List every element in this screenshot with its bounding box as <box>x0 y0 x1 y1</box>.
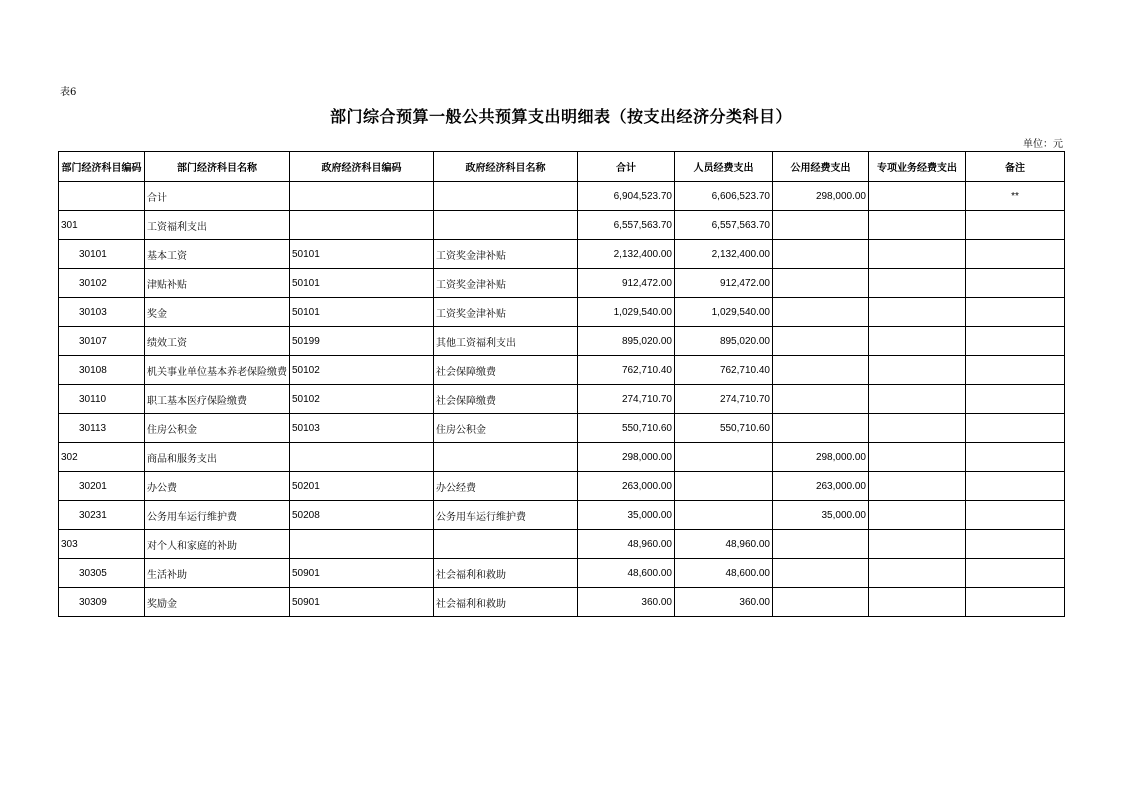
cell-dept-name: 绩效工资 <box>145 327 290 356</box>
table-row <box>59 211 1065 240</box>
col-header-dept-code: 部门经济科目编码 <box>59 152 145 182</box>
cell-dept-code: 30113 <box>59 414 145 443</box>
cell-personnel <box>675 443 773 472</box>
cell-special <box>869 588 966 617</box>
cell-personnel: 912,472.00 <box>675 269 773 298</box>
cell-public: 298,000.00 <box>773 443 869 472</box>
cell-note: ** <box>966 182 1065 211</box>
cell-dept-code: 303 <box>59 530 145 559</box>
cell-special <box>869 356 966 385</box>
page-title: 部门综合预算一般公共预算支出明细表（按支出经济分类科目） <box>329 107 792 126</box>
cell-gov-name: 办公经费 <box>434 472 578 501</box>
budget-table <box>58 151 1065 617</box>
cell-note <box>966 530 1065 559</box>
table-row <box>59 501 1065 530</box>
cell-public: 298,000.00 <box>773 182 869 211</box>
cell-dept-name: 对个人和家庭的补助 <box>145 530 290 559</box>
cell-gov-name: 其他工资福利支出 <box>434 327 578 356</box>
cell-special <box>869 240 966 269</box>
table-header-row <box>59 152 1065 182</box>
cell-dept-code: 30231 <box>59 501 145 530</box>
cell-special <box>869 327 966 356</box>
table-row <box>59 182 1065 211</box>
cell-gov-name: 工资奖金津补贴 <box>434 240 578 269</box>
cell-gov-name: 社会保障缴费 <box>434 356 578 385</box>
cell-note <box>966 211 1065 240</box>
cell-note <box>966 240 1065 269</box>
cell-note <box>966 327 1065 356</box>
cell-gov-name: 社会福利和救助 <box>434 559 578 588</box>
cell-special <box>869 182 966 211</box>
cell-note <box>966 298 1065 327</box>
cell-dept-name: 工资福利支出 <box>145 211 290 240</box>
table-row <box>59 530 1065 559</box>
cell-gov-name: 工资奖金津补贴 <box>434 298 578 327</box>
cell-gov-code: 50201 <box>290 472 434 501</box>
col-header-gov-code: 政府经济科目编码 <box>290 152 434 182</box>
cell-special <box>869 298 966 327</box>
cell-gov-code: 50199 <box>290 327 434 356</box>
cell-gov-code <box>290 530 434 559</box>
cell-special <box>869 269 966 298</box>
cell-note <box>966 269 1065 298</box>
cell-dept-name: 机关事业单位基本养老保险缴费 <box>145 356 290 385</box>
cell-personnel: 48,960.00 <box>675 530 773 559</box>
table-row <box>59 298 1065 327</box>
cell-dept-name: 津贴补贴 <box>145 269 290 298</box>
cell-total: 48,960.00 <box>578 530 675 559</box>
cell-gov-name <box>434 443 578 472</box>
cell-total: 895,020.00 <box>578 327 675 356</box>
col-header-public: 公用经费支出 <box>773 152 869 182</box>
table-body <box>59 182 1065 617</box>
cell-special <box>869 414 966 443</box>
cell-personnel: 360.00 <box>675 588 773 617</box>
cell-total: 6,557,563.70 <box>578 211 675 240</box>
table-number: 表6 <box>60 87 77 98</box>
cell-public <box>773 211 869 240</box>
cell-special <box>869 559 966 588</box>
cell-dept-name: 生活补助 <box>145 559 290 588</box>
cell-personnel: 2,132,400.00 <box>675 240 773 269</box>
cell-special <box>869 211 966 240</box>
cell-special <box>869 443 966 472</box>
cell-dept-code: 30305 <box>59 559 145 588</box>
cell-total: 912,472.00 <box>578 269 675 298</box>
cell-gov-code <box>290 182 434 211</box>
cell-personnel <box>675 501 773 530</box>
cell-public <box>773 385 869 414</box>
cell-note <box>966 356 1065 385</box>
cell-gov-name <box>434 211 578 240</box>
table-row <box>59 240 1065 269</box>
cell-personnel: 48,600.00 <box>675 559 773 588</box>
col-header-total: 合计 <box>578 152 675 182</box>
table-row <box>59 414 1065 443</box>
cell-public: 35,000.00 <box>773 501 869 530</box>
cell-note <box>966 385 1065 414</box>
cell-gov-code: 50103 <box>290 414 434 443</box>
cell-note <box>966 414 1065 443</box>
cell-dept-name: 基本工资 <box>145 240 290 269</box>
cell-gov-name <box>434 182 578 211</box>
cell-personnel: 6,557,563.70 <box>675 211 773 240</box>
cell-gov-code: 50102 <box>290 385 434 414</box>
cell-note <box>966 559 1065 588</box>
cell-public <box>773 414 869 443</box>
cell-special <box>869 385 966 414</box>
cell-gov-code: 50101 <box>290 240 434 269</box>
cell-dept-name: 奖金 <box>145 298 290 327</box>
cell-personnel: 1,029,540.00 <box>675 298 773 327</box>
cell-gov-code <box>290 443 434 472</box>
cell-dept-code: 30101 <box>59 240 145 269</box>
cell-total: 298,000.00 <box>578 443 675 472</box>
cell-dept-code: 30309 <box>59 588 145 617</box>
cell-gov-code: 50101 <box>290 298 434 327</box>
cell-gov-code <box>290 211 434 240</box>
cell-public <box>773 327 869 356</box>
cell-dept-code: 302 <box>59 443 145 472</box>
cell-dept-name: 职工基本医疗保险缴费 <box>145 385 290 414</box>
table-row <box>59 472 1065 501</box>
cell-total: 550,710.60 <box>578 414 675 443</box>
table-row <box>59 443 1065 472</box>
table-row <box>59 559 1065 588</box>
cell-total: 1,029,540.00 <box>578 298 675 327</box>
cell-public: 263,000.00 <box>773 472 869 501</box>
cell-gov-name: 社会保障缴费 <box>434 385 578 414</box>
cell-total: 263,000.00 <box>578 472 675 501</box>
cell-total: 2,132,400.00 <box>578 240 675 269</box>
cell-dept-name: 奖励金 <box>145 588 290 617</box>
cell-dept-code: 30201 <box>59 472 145 501</box>
col-header-special: 专项业务经费支出 <box>869 152 966 182</box>
cell-public <box>773 356 869 385</box>
cell-note <box>966 501 1065 530</box>
cell-gov-name <box>434 530 578 559</box>
cell-dept-code <box>59 182 145 211</box>
cell-dept-code: 301 <box>59 211 145 240</box>
cell-note <box>966 588 1065 617</box>
cell-gov-name: 工资奖金津补贴 <box>434 269 578 298</box>
cell-gov-code: 50101 <box>290 269 434 298</box>
cell-public <box>773 588 869 617</box>
cell-public <box>773 269 869 298</box>
cell-public <box>773 559 869 588</box>
cell-gov-code: 50901 <box>290 588 434 617</box>
col-header-gov-name: 政府经济科目名称 <box>434 152 578 182</box>
table-row <box>59 356 1065 385</box>
cell-special <box>869 472 966 501</box>
cell-dept-name: 住房公积金 <box>145 414 290 443</box>
cell-dept-code: 30108 <box>59 356 145 385</box>
cell-public <box>773 298 869 327</box>
cell-gov-name: 公务用车运行维护费 <box>434 501 578 530</box>
cell-personnel: 762,710.40 <box>675 356 773 385</box>
cell-dept-name: 公务用车运行维护费 <box>145 501 290 530</box>
cell-dept-code: 30107 <box>59 327 145 356</box>
cell-dept-code: 30110 <box>59 385 145 414</box>
cell-total: 35,000.00 <box>578 501 675 530</box>
cell-total: 762,710.40 <box>578 356 675 385</box>
unit-label: 单位：元 <box>1023 139 1063 150</box>
table-row <box>59 385 1065 414</box>
col-header-dept-name: 部门经济科目名称 <box>145 152 290 182</box>
cell-public <box>773 240 869 269</box>
table-row <box>59 269 1065 298</box>
cell-total: 360.00 <box>578 588 675 617</box>
cell-gov-code: 50102 <box>290 356 434 385</box>
cell-personnel: 895,020.00 <box>675 327 773 356</box>
cell-gov-code: 50208 <box>290 501 434 530</box>
cell-personnel <box>675 472 773 501</box>
cell-total: 6,904,523.70 <box>578 182 675 211</box>
cell-dept-name: 办公费 <box>145 472 290 501</box>
cell-public <box>773 530 869 559</box>
cell-dept-name: 合计 <box>145 182 290 211</box>
cell-dept-code: 30102 <box>59 269 145 298</box>
cell-gov-code: 50901 <box>290 559 434 588</box>
col-header-note: 备注 <box>966 152 1065 182</box>
cell-note <box>966 472 1065 501</box>
cell-total: 274,710.70 <box>578 385 675 414</box>
table-row <box>59 327 1065 356</box>
col-header-personnel: 人员经费支出 <box>675 152 773 182</box>
cell-special <box>869 501 966 530</box>
cell-dept-name: 商品和服务支出 <box>145 443 290 472</box>
cell-gov-name: 住房公积金 <box>434 414 578 443</box>
cell-personnel: 274,710.70 <box>675 385 773 414</box>
cell-personnel: 6,606,523.70 <box>675 182 773 211</box>
cell-note <box>966 443 1065 472</box>
cell-gov-name: 社会福利和救助 <box>434 588 578 617</box>
table-row <box>59 588 1065 617</box>
cell-total: 48,600.00 <box>578 559 675 588</box>
cell-personnel: 550,710.60 <box>675 414 773 443</box>
cell-dept-code: 30103 <box>59 298 145 327</box>
cell-special <box>869 530 966 559</box>
